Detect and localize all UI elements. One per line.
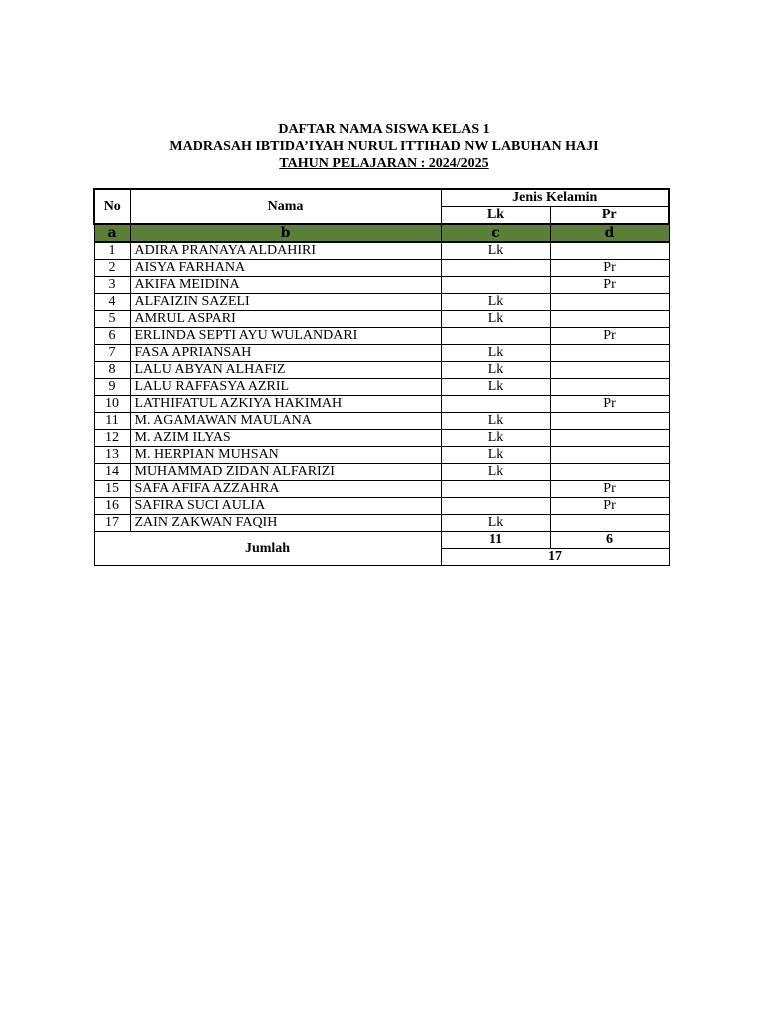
header-lk: Lk (441, 207, 550, 225)
table-row (94, 515, 669, 532)
row-lk: Lk (441, 362, 550, 379)
row-pr (550, 311, 669, 328)
header-jenis-kelamin: Jenis Kelamin (441, 189, 669, 207)
total-all: 17 (441, 549, 669, 566)
row-lk: Lk (441, 464, 550, 481)
letter-d: d (550, 224, 669, 242)
row-lk: Lk (441, 345, 550, 362)
row-lk: Lk (441, 379, 550, 396)
jumlah-label: Jumlah (94, 532, 441, 566)
letter-a: a (94, 224, 130, 242)
row-lk: Lk (441, 413, 550, 430)
row-pr: Pr (550, 260, 669, 277)
row-no: 16 (94, 498, 130, 515)
row-no: 13 (94, 447, 130, 464)
row-pr: Pr (550, 277, 669, 294)
row-no: 9 (94, 379, 130, 396)
row-no: 15 (94, 481, 130, 498)
row-nama: AISYA FARHANA (130, 260, 441, 277)
row-nama: LATHIFATUL AZKIYA HAKIMAH (130, 396, 441, 413)
row-pr (550, 430, 669, 447)
total-pr: 6 (550, 532, 669, 549)
table-row (94, 396, 669, 413)
table-row (94, 464, 669, 481)
table-row (94, 362, 669, 379)
student-rows (94, 242, 669, 532)
row-no: 1 (94, 242, 130, 260)
row-lk: Lk (441, 311, 550, 328)
row-nama: M. AGAMAWAN MAULANA (130, 413, 441, 430)
row-nama: SAFA AFIFA AZZAHRA (130, 481, 441, 498)
header-pr: Pr (550, 207, 669, 225)
row-pr (550, 345, 669, 362)
table-row (94, 430, 669, 447)
row-nama: ALFAIZIN SAZELI (130, 294, 441, 311)
row-no: 5 (94, 311, 130, 328)
row-nama: ADIRA PRANAYA ALDAHIRI (130, 242, 441, 260)
table-row (94, 345, 669, 362)
row-lk (441, 481, 550, 498)
table-row (94, 498, 669, 515)
row-nama: M. HERPIAN MUHSAN (130, 447, 441, 464)
letter-b: b (130, 224, 441, 242)
table-row (94, 413, 669, 430)
row-no: 10 (94, 396, 130, 413)
table-row (94, 311, 669, 328)
table-row (94, 379, 669, 396)
row-nama: ERLINDA SEPTI AYU WULANDARI (130, 328, 441, 345)
row-pr (550, 242, 669, 260)
row-lk: Lk (441, 430, 550, 447)
row-lk (441, 498, 550, 515)
letter-c: c (441, 224, 550, 242)
row-no: 17 (94, 515, 130, 532)
row-nama: LALU RAFFASYA AZRIL (130, 379, 441, 396)
title-line-2: MADRASAH IBTIDA’IYAH NURUL ITTIHAD NW LABUHAN HAJI (169, 139, 599, 154)
row-pr: Pr (550, 498, 669, 515)
row-no: 7 (94, 345, 130, 362)
table-row (94, 447, 669, 464)
table-row (94, 277, 669, 294)
row-no: 4 (94, 294, 130, 311)
header-no: No (94, 189, 130, 224)
letter-row (94, 224, 669, 242)
row-nama: AKIFA MEIDINA (130, 277, 441, 294)
row-lk: Lk (441, 515, 550, 532)
table-row (94, 260, 669, 277)
table-row (94, 328, 669, 345)
row-no: 11 (94, 413, 130, 430)
row-nama: M. AZIM ILYAS (130, 430, 441, 447)
total-lk: 11 (441, 532, 550, 549)
student-table (93, 188, 670, 566)
table-row (94, 481, 669, 498)
row-pr: Pr (550, 481, 669, 498)
row-lk: Lk (441, 294, 550, 311)
row-lk (441, 328, 550, 345)
row-nama: MUHAMMAD ZIDAN ALFARIZI (130, 464, 441, 481)
header-nama: Nama (130, 189, 441, 224)
row-lk: Lk (441, 447, 550, 464)
table-row (94, 242, 669, 260)
row-no: 14 (94, 464, 130, 481)
row-pr (550, 413, 669, 430)
row-nama: AMRUL ASPARI (130, 311, 441, 328)
row-nama: LALU ABYAN ALHAFIZ (130, 362, 441, 379)
row-pr (550, 464, 669, 481)
row-pr (550, 515, 669, 532)
table-row (94, 294, 669, 311)
row-pr (550, 294, 669, 311)
row-no: 8 (94, 362, 130, 379)
row-nama: FASA APRIANSAH (130, 345, 441, 362)
title-line-1: DAFTAR NAMA SISWA KELAS 1 (278, 122, 490, 137)
row-pr: Pr (550, 396, 669, 413)
row-pr (550, 362, 669, 379)
document-header (0, 121, 768, 172)
row-nama: ZAIN ZAKWAN FAQIH (130, 515, 441, 532)
row-pr (550, 379, 669, 396)
row-no: 3 (94, 277, 130, 294)
row-lk (441, 260, 550, 277)
row-no: 6 (94, 328, 130, 345)
row-pr: Pr (550, 328, 669, 345)
row-lk: Lk (441, 242, 550, 260)
row-lk (441, 277, 550, 294)
title-line-3: TAHUN PELAJARAN : 2024/2025 (279, 156, 489, 171)
row-lk (441, 396, 550, 413)
row-no: 2 (94, 260, 130, 277)
row-pr (550, 447, 669, 464)
row-no: 12 (94, 430, 130, 447)
row-nama: SAFIRA SUCI AULIA (130, 498, 441, 515)
